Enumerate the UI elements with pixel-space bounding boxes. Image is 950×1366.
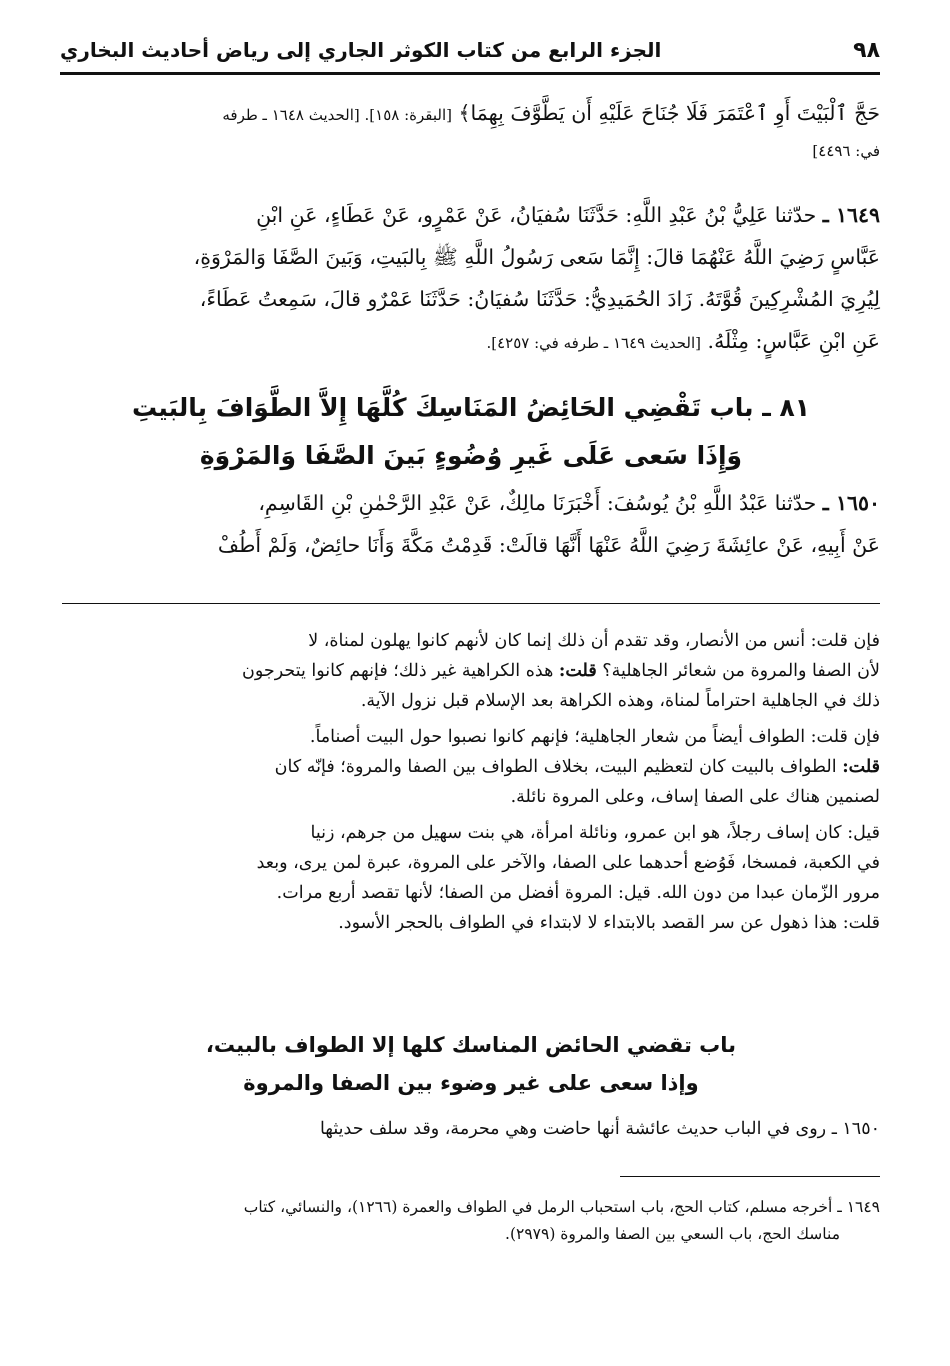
page-number: ٩٨ bbox=[853, 37, 880, 63]
hadith-number: ١٦٥٠ ـ bbox=[822, 491, 880, 515]
commentary-line: ذلك في الجاهلية احتراماً لمناة، وهذه الكراهة بعد الإسلام قبل نزول الآية. bbox=[360, 691, 880, 711]
commentary-heading-line-1: باب تقضي الحائض المناسك كلها إلا الطواف بالبيت، bbox=[205, 1033, 737, 1057]
commentary-line: ١٦٥٠ ـ روى في الباب حديث عائشة أنها حاضت وهي محرمة، وقد سلف حديثها bbox=[319, 1119, 880, 1139]
commentary-paragraph bbox=[62, 752, 880, 812]
commentary-line: مرور الزّمان عبدا من دون الله. قيل: المروة أفضل من الصفا؛ لأنها تقصد أربع مرات. bbox=[276, 883, 880, 903]
commentary-line bbox=[62, 752, 880, 782]
hadith-number: ١٦٤٩ ـ bbox=[822, 203, 880, 227]
commentary-line: لصنمين هناك على الصفا إساف، وعلى المروة نائلة. bbox=[510, 787, 880, 807]
commentary-line: قلت: هذا ذهول عن سر القصد بالابتداء لا لابتداء في الطواف بالحجر الأسود. bbox=[338, 913, 880, 933]
hadith-line: لِيُرِيَ المُشْرِكِينَ قُوَّتَهُ. زَادَ الحُمَيدِيُّ: حَدَّثَنَا سُفيَانُ: حَدَّثَنَا عَمْرٌو قالَ، سَمِعتُ عَطَاءً، bbox=[199, 287, 880, 311]
commentary-1650 bbox=[62, 1114, 880, 1144]
commentary-line bbox=[62, 656, 880, 686]
running-title: الجزء الرابع من كتاب الكوثر الجاري إلى رياض أحاديث البخاري bbox=[60, 38, 662, 62]
quran-verse: حَجَّ ٱلْبَيْتَ أَوِ ٱعْتَمَرَ فَلَا جُنَاحَ عَلَيْهِ أَن يَطَّوَّفَ بِهِمَا﴾ bbox=[458, 101, 880, 125]
hadith-1650 bbox=[62, 482, 880, 566]
hadith-text: حدّثنا عَلِيُّ بْنُ عَبْدِ اللَّهِ: حَدَّثَنَا سُفيَانُ، عَنْ عَمْرٍو، عَنْ عَطَاءٍ، عَنِ ابْنِ bbox=[256, 203, 817, 227]
hadith-line bbox=[62, 194, 880, 236]
commentary-text: هذه الكراهية غير ذلك؛ فإنهم كانوا يتحرجون bbox=[242, 661, 554, 681]
commentary-divider bbox=[62, 603, 880, 604]
commentary-line: قيل: كان إساف رجلاً، هو ابن عمرو، ونائلة امرأة، هي بنت سهيل من جرهم، زنيا bbox=[310, 823, 880, 843]
hadith-text: حدّثنا عَبْدُ اللَّهِ بْنُ يُوسُفَ: أَخْبَرَنَا مالِكٌ، عَنْ عَبْدِ الرَّحْمٰنِ بْنِ القَاسِمِ، bbox=[258, 491, 817, 515]
commentary-line: في الكعبة، فمسخا، فَوُضع أحدهما على الصفا، والآخر على المروة، عبرة لمن يرى، وبعد bbox=[256, 853, 880, 873]
verse-line-1 bbox=[62, 92, 880, 136]
commentary-text: لأن الصفا والمروة من شعائر الجاهلية؟ bbox=[602, 661, 880, 681]
commentary bbox=[62, 626, 880, 938]
footnote-line: ١٦٤٩ ـ أخرجه مسلم، كتاب الحج، باب استحباب الرمل في الطواف والعمرة (١٢٦٦)، والنسائي، كتاب bbox=[243, 1198, 880, 1216]
hadith-line bbox=[62, 482, 880, 524]
verse-block bbox=[62, 92, 880, 166]
hadith-line: عَنْ أَبِيهِ، عَنْ عائِشَةَ رَضِيَ اللَّهُ عَنْهَا أَنَّهَا قالَتْ: قَدِمْتُ مَكَّةَ وَأَنَا حائِضٌ، وَلَمْ أَطُفْ bbox=[217, 533, 880, 557]
footnote bbox=[62, 1194, 880, 1248]
commentary-paragraph bbox=[62, 818, 880, 938]
verse-reference: [البقرة: ١٥٨]. [الحديث ١٦٤٨ ـ طرفه bbox=[222, 106, 453, 124]
hadith-reference: [الحديث ١٦٤٩ ـ طرفه في: ٤٢٥٧]. bbox=[486, 334, 702, 352]
running-header bbox=[60, 28, 880, 75]
commentary-heading-line-2: وإذا سعى على غير وضوء بين الصفا والمروة bbox=[243, 1071, 699, 1095]
hadith-text: عَنِ ابْنِ عَبَّاسٍ: مِثْلَهُ. bbox=[707, 329, 880, 353]
chapter-heading-line-2: وَإِذَا سَعى عَلَى غَيرِ وُضُوءٍ بَينَ الصَّفَا وَالمَرْوَةِ bbox=[199, 441, 743, 470]
footnote-line: مناسك الحج، باب السعي بين الصفا والمروة (٢٩٧٩). bbox=[505, 1225, 840, 1243]
commentary-text: الطواف بالبيت كان لتعظيم البيت، بخلاف الطواف بين الصفا والمروة؛ فإنّه كان bbox=[274, 757, 837, 777]
commentary-paragraph bbox=[62, 722, 880, 752]
commentary-line: فإن قلت: أنس من الأنصار، وقد تقدم أن ذلك إنما كان لأنهم كانوا يهلون لمناة، لا bbox=[308, 631, 880, 651]
commentary-paragraph bbox=[62, 626, 880, 716]
chapter-heading bbox=[62, 384, 880, 480]
verse-reference-cont: في: ٤٤٩٦] bbox=[812, 142, 880, 160]
hadith-line: عَبَّاسٍ رَضِيَ اللَّهُ عَنْهُمَا قالَ: إِنَّمَا سَعى رَسُولُ اللَّهِ ﷺ بِالبَيتِ، وَبَينَ الصَّفَا وَالمَرْوَةِ، bbox=[193, 245, 880, 269]
answer-label: قلت: bbox=[842, 757, 880, 777]
footnote-divider bbox=[620, 1176, 880, 1177]
hadith-line bbox=[62, 320, 880, 364]
answer-label: قلت: bbox=[558, 661, 597, 681]
commentary-line: فإن قلت: الطواف أيضاً من شعار الجاهلية؛ فإنهم كانوا نصبوا حول البيت أصناماً. bbox=[309, 727, 880, 747]
hadith-1649 bbox=[62, 194, 880, 364]
chapter-heading-line-1: ٨١ ـ باب تَقْضِي الحَائِضُ المَنَاسِكَ كُلَّهَا إِلاَّ الطَّوَافَ بِالبَيتِ bbox=[131, 393, 811, 422]
commentary-heading bbox=[62, 1026, 880, 1102]
